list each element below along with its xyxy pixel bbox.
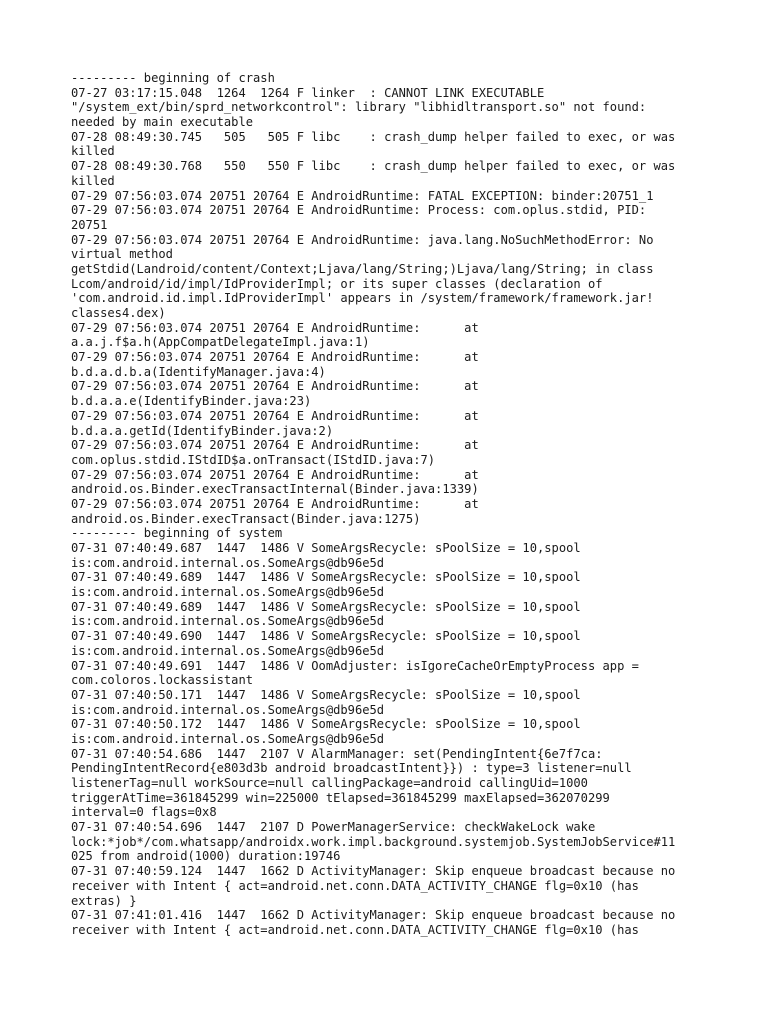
log-line: lock:*job*/com.whatsapp/androidx.work.impl.background.systemjob.SystemJobService#11 xyxy=(71,834,676,849)
log-line: 07-31 07:40:49.691 1447 1486 V OomAdjuster: isIgoreCacheOrEmptyProcess app = xyxy=(71,658,639,673)
logcat-output xyxy=(71,71,711,938)
log-line: b.d.a.a.getId(IdentifyBinder.java:2) xyxy=(71,423,334,438)
log-line: killed xyxy=(71,173,115,188)
log-line: needed by main executable xyxy=(71,115,254,130)
log-line: is:com.android.internal.os.SomeArgs@db96e5d xyxy=(71,585,385,600)
log-line: 07-29 07:56:03.074 20751 20764 E AndroidRuntime: at xyxy=(71,438,479,453)
log-line: 07-29 07:56:03.074 20751 20764 E AndroidRuntime: java.lang.NoSuchMethodError: No xyxy=(71,232,654,247)
log-line: android.os.Binder.execTransactInternal(Binder.java:1339) xyxy=(71,482,479,497)
log-line: 07-31 07:40:54.686 1447 2107 V AlarmManager: set(PendingIntent{6e7f7ca: xyxy=(71,746,603,761)
log-line: is:com.android.internal.os.SomeArgs@db96e5d xyxy=(71,614,385,629)
log-line: killed xyxy=(71,144,115,159)
log-line: Lcom/android/id/impl/IdProviderImpl; or its super classes (declaration of xyxy=(71,276,603,291)
log-line: com.oplus.stdid.IStdID$a.onTransact(IStdID.java:7) xyxy=(71,452,436,467)
log-line: 07-31 07:40:50.171 1447 1486 V SomeArgsRecycle: sPoolSize = 10,spool xyxy=(71,687,581,702)
log-line: 07-29 07:56:03.074 20751 20764 E AndroidRuntime: at xyxy=(71,467,479,482)
log-line: getStdid(Landroid/content/Context;Ljava/lang/String;)Ljava/lang/String; in class xyxy=(71,261,654,276)
log-line: is:com.android.internal.os.SomeArgs@db96e5d xyxy=(71,702,385,717)
log-line: is:com.android.internal.os.SomeArgs@db96e5d xyxy=(71,643,385,658)
log-line: 07-28 08:49:30.768 550 550 F libc : crash_dump helper failed to exec, or was xyxy=(71,159,676,174)
log-line: triggerAtTime=361845299 win=225000 tElapsed=361845299 maxElapsed=362070299 xyxy=(71,790,610,805)
log-line: --------- beginning of crash xyxy=(71,71,275,85)
log-line: 07-29 07:56:03.074 20751 20764 E AndroidRuntime: at xyxy=(71,320,479,335)
log-line: com.coloros.lockassistant xyxy=(71,673,254,688)
log-line: 07-29 07:56:03.074 20751 20764 E AndroidRuntime: at xyxy=(71,496,479,511)
log-line: interval=0 flags=0x8 xyxy=(71,805,217,820)
log-line: 07-31 07:40:50.172 1447 1486 V SomeArgsRecycle: sPoolSize = 10,spool xyxy=(71,717,581,732)
log-line: 07-31 07:40:49.689 1447 1486 V SomeArgsRecycle: sPoolSize = 10,spool xyxy=(71,599,581,614)
log-line: virtual method xyxy=(71,247,173,262)
log-line: PendingIntentRecord{e803d3b android broadcastIntent}}) : type=3 listener=null xyxy=(71,761,632,776)
log-line: 07-31 07:40:49.687 1447 1486 V SomeArgsRecycle: sPoolSize = 10,spool xyxy=(71,541,581,555)
log-line: classes4.dex) xyxy=(71,306,166,320)
log-line: 07-31 07:40:49.689 1447 1486 V SomeArgsRecycle: sPoolSize = 10,spool xyxy=(71,570,581,585)
log-line: 07-31 07:40:54.696 1447 2107 D PowerManagerService: checkWakeLock wake xyxy=(71,820,596,835)
log-line: 07-29 07:56:03.074 20751 20764 E AndroidRuntime: at xyxy=(71,379,479,394)
log-line: 07-31 07:40:49.690 1447 1486 V SomeArgsRecycle: sPoolSize = 10,spool xyxy=(71,629,581,644)
log-line: receiver with Intent { act=android.net.conn.DATA_ACTIVITY_CHANGE flg=0x10 (has xyxy=(71,878,639,893)
log-line: 025 from android(1000) duration:19746 xyxy=(71,849,341,864)
log-line: 'com.android.id.impl.IdProviderImpl' appears in /system/framework/framework.jar! xyxy=(71,291,654,306)
log-line: 07-29 07:56:03.074 20751 20764 E AndroidRuntime: Process: com.oplus.stdid, PID: xyxy=(71,203,647,218)
log-line: 07-29 07:56:03.074 20751 20764 E AndroidRuntime: at xyxy=(71,408,479,423)
log-line: extras) } xyxy=(71,893,137,908)
log-line: a.a.j.f$a.h(AppCompatDelegateImpl.java:1) xyxy=(71,335,370,350)
log-line: receiver with Intent { act=android.net.conn.DATA_ACTIVITY_CHANGE flg=0x10 (has xyxy=(71,922,639,937)
log-line: --------- beginning of system xyxy=(71,526,283,541)
log-line: 07-31 07:40:59.124 1447 1662 D ActivityManager: Skip enqueue broadcast because no xyxy=(71,864,676,879)
log-line: 07-29 07:56:03.074 20751 20764 E AndroidRuntime: at xyxy=(71,350,479,365)
log-line: android.os.Binder.execTransact(Binder.java:1275) xyxy=(71,511,421,526)
log-page xyxy=(71,71,711,938)
log-line: "/system_ext/bin/sprd_networkcontrol": library "libhidltransport.so" not found: xyxy=(71,100,647,115)
log-line: is:com.android.internal.os.SomeArgs@db96e5d xyxy=(71,731,385,746)
log-line: 07-27 03:17:15.048 1264 1264 F linker : CANNOT LINK EXECUTABLE xyxy=(71,85,545,100)
log-line: 20751 xyxy=(71,217,108,232)
log-line: is:com.android.internal.os.SomeArgs@db96e5d xyxy=(71,555,385,570)
log-line: 07-28 08:49:30.745 505 505 F libc : crash_dump helper failed to exec, or was xyxy=(71,129,676,144)
log-line: b.d.a.a.e(IdentifyBinder.java:23) xyxy=(71,394,312,409)
log-line: b.d.a.d.b.a(IdentifyManager.java:4) xyxy=(71,364,326,379)
log-line: 07-31 07:41:01.416 1447 1662 D ActivityManager: Skip enqueue broadcast because no xyxy=(71,908,676,923)
log-line: listenerTag=null workSource=null callingPackage=android callingUid=1000 xyxy=(71,776,588,790)
log-line: 07-29 07:56:03.074 20751 20764 E AndroidRuntime: FATAL EXCEPTION: binder:20751_1 xyxy=(71,188,654,203)
